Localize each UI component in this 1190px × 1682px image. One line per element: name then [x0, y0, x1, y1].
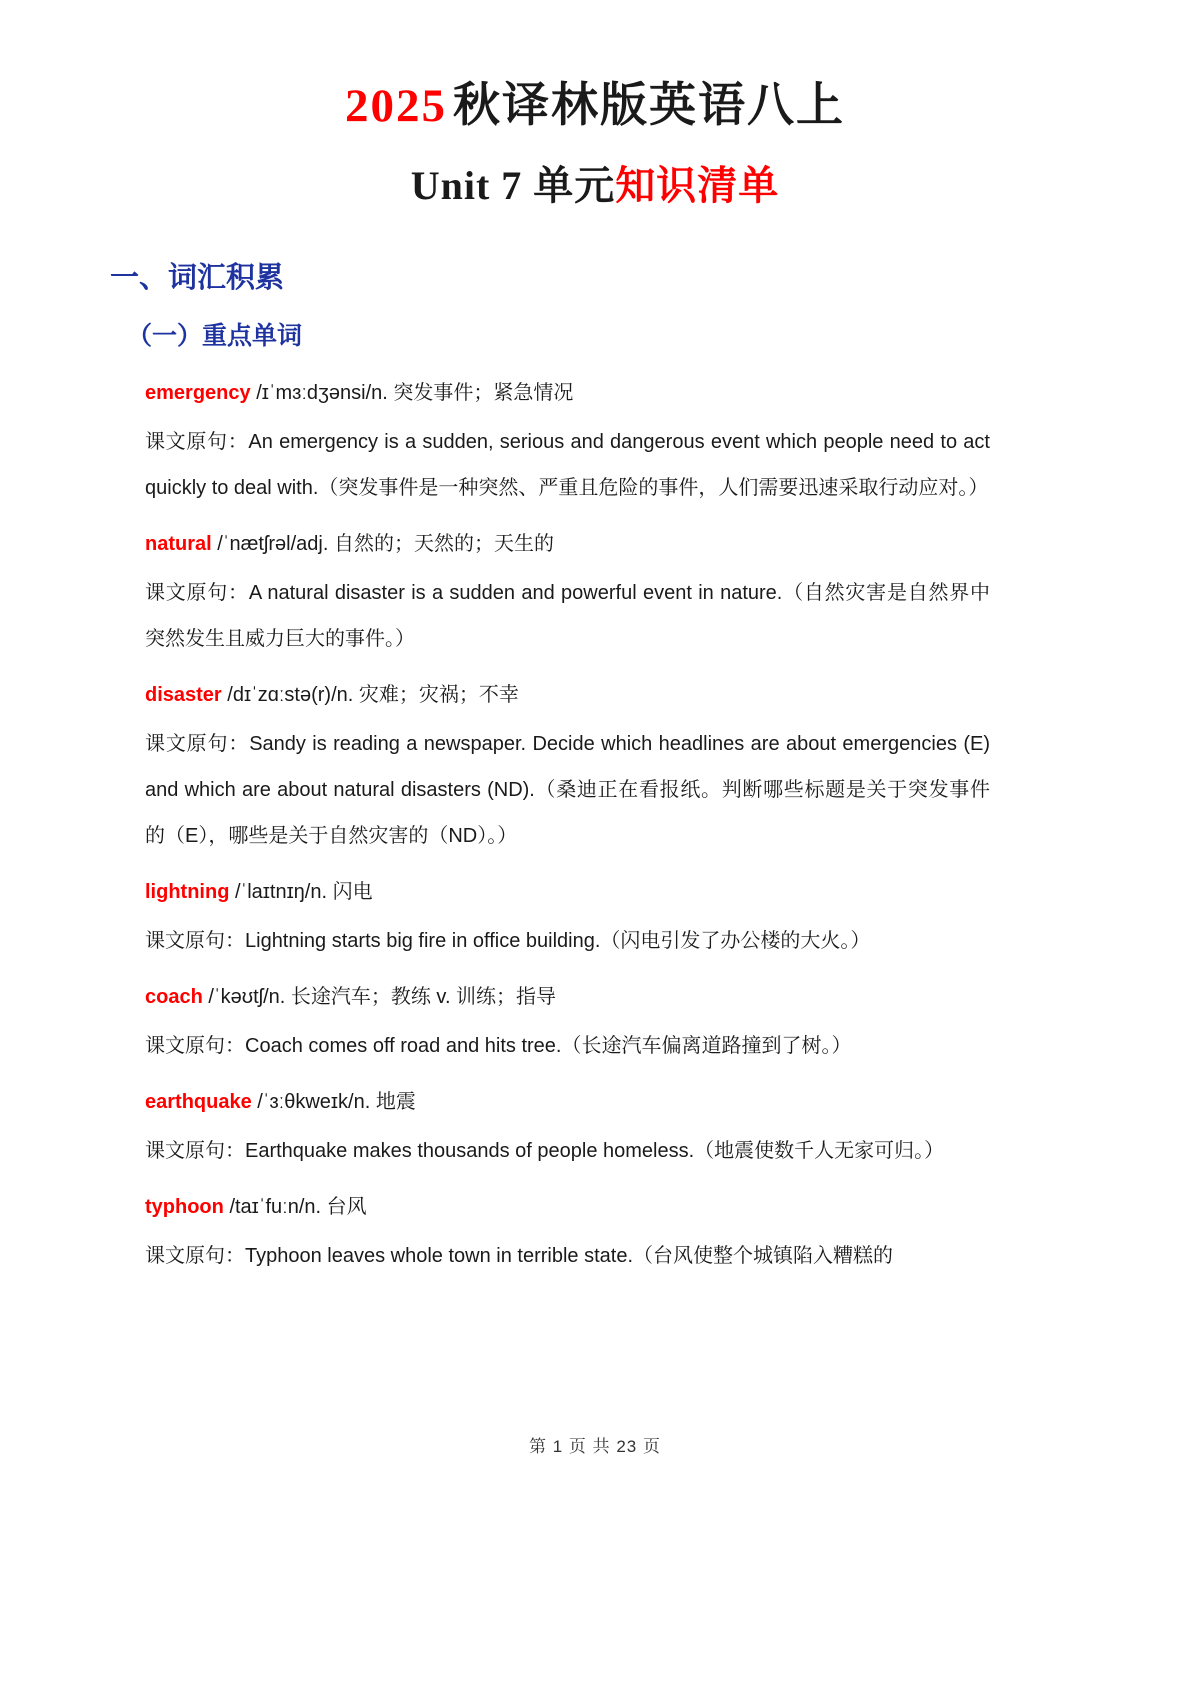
- vocab-word: emergency: [145, 381, 251, 404]
- vocab-word: disaster: [145, 683, 222, 706]
- vocab-word: lightning: [145, 880, 230, 903]
- word-line: [145, 1079, 990, 1125]
- document-subtitle: [0, 162, 1190, 210]
- vocab-definition: /ɪˈmɜːdʒənsi/n. 突发事件；紧急情况: [256, 381, 574, 404]
- vocab-word: natural: [145, 532, 212, 555]
- vocab-definition: /ˈnætʃrəl/adj. 自然的；天然的；天生的: [217, 532, 554, 555]
- word-line: [145, 1184, 990, 1230]
- word-line: [145, 370, 990, 416]
- vocab-entry: [145, 1184, 990, 1279]
- word-line: [145, 672, 990, 718]
- vocab-word: earthquake: [145, 1090, 252, 1113]
- vocab-entry: [145, 1079, 990, 1174]
- vocab-entry: [145, 672, 990, 859]
- page-footer: 第 1 页 共 23 页: [529, 1437, 661, 1456]
- document-title: [0, 0, 1190, 134]
- vocab-example-sentence: 课文原句：Coach comes off road and hits tree.（长途汽车偏离道路撞到了树。）: [145, 1034, 852, 1057]
- word-line: [145, 869, 990, 915]
- vocab-example-sentence: 课文原句：An emergency is a sudden, serious and dangerous event which people need to act quickly to deal with.（突发事件是一种突然、严重且危险的事件，人们需要迅速采取行动应对。）: [145, 430, 990, 499]
- vocab-example-sentence: 课文原句：A natural disaster is a sudden and powerful event in nature.（自然灾害是自然界中突然发生且威力巨大的事件。）: [145, 581, 990, 650]
- vocab-entry: [145, 521, 990, 662]
- vocab-definition: /ˈkəʊtʃ/n. 长途汽车；教练 v. 训练；指导: [208, 985, 557, 1008]
- word-line: [145, 974, 990, 1020]
- vocab-definition: /ˈlaɪtnɪŋ/n. 闪电: [234, 880, 373, 903]
- vocab-example-sentence: 课文原句：Typhoon leaves whole town in terrible state.（台风使整个城镇陷入糟糕的: [145, 1244, 893, 1267]
- vocab-entry: [145, 974, 990, 1069]
- title-year: 2025: [345, 80, 447, 132]
- vocab-list: [145, 370, 990, 1279]
- word-line: [145, 521, 990, 567]
- vocab-entry: [145, 869, 990, 964]
- vocab-word: coach: [145, 985, 203, 1008]
- title-main-text: 秋译林版英语八上: [453, 80, 845, 132]
- vocab-example-sentence: 课文原句：Sandy is reading a newspaper. Decide which headlines are about emergencies (E) and which are about natural disasters (ND).（桑迪正在看报纸。判断哪些标题是关于突发事件的（E），哪些是关于自然灾害的（ND）。）: [145, 732, 990, 847]
- vocab-definition: /ˈɜːθkweɪk/n. 地震: [257, 1090, 416, 1113]
- vocab-example-sentence: 课文原句：Earthquake makes thousands of people homeless.（地震使数千人无家可归。）: [145, 1139, 945, 1162]
- vocab-definition: /taɪˈfuːn/n. 台风: [229, 1195, 367, 1218]
- subsection-heading-key-words: （一）重点单词: [127, 321, 303, 350]
- section-heading-vocabulary: 一、词汇积累: [110, 262, 285, 295]
- vocab-word: typhoon: [145, 1195, 224, 1218]
- vocab-entry: [145, 370, 990, 511]
- vocab-definition: /dɪˈzɑːstə(r)/n. 灾难；灾祸；不幸: [227, 683, 519, 706]
- subtitle-unit-text: Unit 7 单元: [410, 163, 616, 209]
- subtitle-highlight-text: 知识清单: [615, 163, 780, 209]
- vocab-example-sentence: 课文原句：Lightning starts big fire in office building.（闪电引发了办公楼的大火。）: [145, 929, 871, 952]
